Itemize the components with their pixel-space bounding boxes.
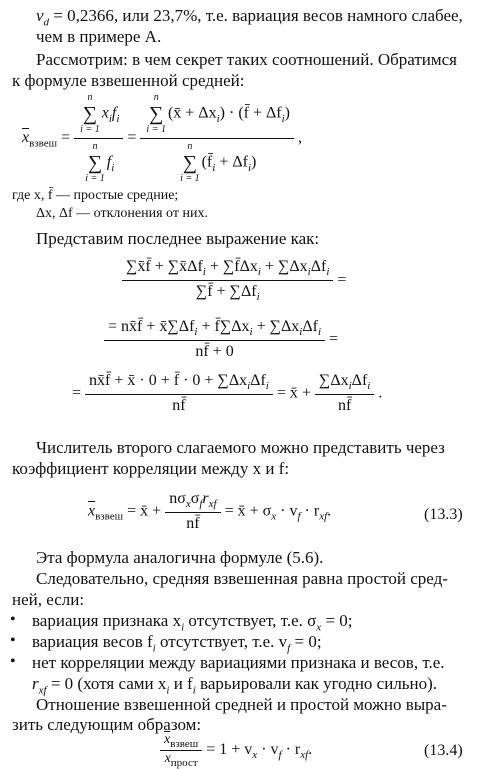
text-line-3: Рассмотрим: в чем секрет таких соотношений. Обратимся <box>36 50 457 69</box>
formula-expansion-2: $\frac{= nx̄f̄ + x̄\sum\Delta f_i + f̄\sum\Delta x_i + \sum\Delta x_i\Delta f_i}{nf̄ + 0}$ = <box>104 318 338 361</box>
bullet-2: • <box>10 632 16 649</box>
text-line-4: к формуле взвешенной средней: <box>12 71 245 90</box>
text-line-11: Отношение взвешенной средней и простой можно выра- <box>36 695 447 714</box>
equation-number-13-3: (13.3) <box>424 506 463 523</box>
bullet-text-3: нет корреляции между вариациями признака и весов, т.е. <box>32 653 445 672</box>
formula-expansion-1: $\frac{\sum x̄f̄ + \sum x̄\Delta f_i + \sum f̄\Delta x_i + \sum\Delta x_i\Delta f_i}{\sum f̄ + \sum\Delta f_i}$ = <box>122 258 346 303</box>
text-line-5: Представим последнее выражение как: <box>36 229 320 248</box>
text-line-8: Эта формула аналогична формуле (5.6). <box>36 548 324 567</box>
formula-13-3: $\overline{x}_{взвеш}$ = x̄ + $\frac{n\sigma_x\sigma_fr_{xf}}{nf̄}$ = x̄ + $\sigma_x \cdot v_f \cdot r_{xf}$. <box>88 490 332 533</box>
text-line-9: Следовательно, средняя взвешенная равна простой сред- <box>36 569 448 588</box>
text-line-12: зить следующим образом: <box>12 715 202 734</box>
fraction-deviations: n ∑ i = 1 (x̄ + $\Delta x_i$) · (f̄ + $\Delta f_i$) n ∑ i = 1 $(f̄_i + \Delta f_i)$ <box>140 92 294 185</box>
formula-weighted-mean: $\overline{x}_{взвеш}$ = n ∑ i = 1 $x_if_i$ n ∑ i = 1 $f_i$ = n ∑ i = 1 (x̄ + $\Delta x_i$) · (f̄ + $\Delta f_i$) n ∑ i = 1 $(f̄_i + \Delta f_i)$ , <box>22 92 302 184</box>
text-line-2: чем в примере А. <box>36 27 162 46</box>
text-line-10: ней, если: <box>12 590 85 609</box>
bullet-1: • <box>10 611 16 628</box>
bullet-3: • <box>10 653 16 670</box>
bullet-text-1: вариация признака $x_i$ отсутствует, т.е. $\sigma_x = 0$; <box>32 611 353 634</box>
text-line-7: коэффициент корреляции между x и f: <box>12 459 290 478</box>
where-line-1: где x, f̄ — простые средние; <box>12 188 179 203</box>
formula-13-4: $\frac{\overline{x}_{взвеш}}{\overline{x}_{прост}}$ = $1 + v_x \cdot v_f \cdot r_{xf}$. <box>160 732 312 769</box>
bullet-text-2: вариация весов $f_i$ отсутствует, т.е. $v_f = 0$; <box>32 632 322 655</box>
equation-number-13-4: (13.4) <box>424 742 463 759</box>
fraction-simple: n ∑ i = 1 $x_if_i$ n ∑ i = 1 $f_i$ <box>74 92 123 185</box>
text-line-6: Числитель второго слагаемого можно представить через <box>36 438 445 457</box>
text-line-1: $v_d = 0,2366$, или 23,7%, т.е. вариация весов намного слабее, <box>36 6 463 29</box>
bullet-text-3-cont: $r_{xf} = 0$ (хотя сами $x_i$ и $f_i$ варьировали как угодно сильно). <box>32 674 438 697</box>
formula-expansion-3: = $\frac{nx̄f̄ + x̄ \cdot 0 + f̄ \cdot 0 + \sum\Delta x_i\Delta f_i}{nf̄}$ = x̄ + $\frac{\sum\Delta x_i\Delta f_i}{nf̄}$ . <box>72 372 383 415</box>
where-line-2: Δx, Δf — отклонения от них. <box>36 206 208 221</box>
